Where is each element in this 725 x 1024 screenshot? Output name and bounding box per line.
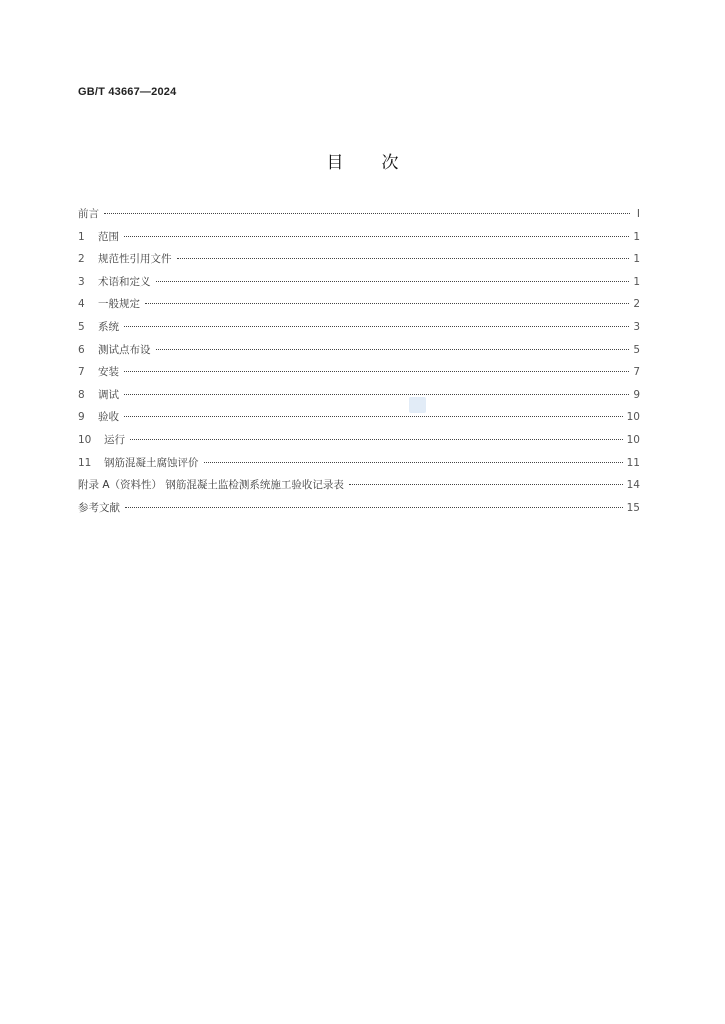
- page-title: [0, 148, 725, 173]
- toc-entry-references[interactable]: [78, 500, 640, 523]
- toc-entry-page: 14: [626, 479, 640, 492]
- toc-list: [78, 206, 640, 522]
- toc-entry-page: 3: [633, 320, 640, 333]
- toc-entry-page: 1: [633, 230, 640, 243]
- toc-entry-number: 2: [78, 253, 85, 266]
- toc-entry-label: 测试点布设: [98, 343, 151, 356]
- toc-entry-8[interactable]: [78, 387, 640, 410]
- toc-entry-page: 1: [633, 253, 640, 266]
- toc-entry-2[interactable]: [78, 251, 640, 274]
- watermark-mark: [409, 397, 426, 413]
- toc-entry-page: 9: [633, 388, 640, 401]
- standard-code: GB/T 43667—2024: [78, 86, 177, 98]
- dot-leader: [124, 371, 629, 372]
- toc-entry-number: 5: [78, 320, 85, 333]
- dot-leader: [130, 439, 623, 440]
- toc-entry-page: 15: [626, 501, 640, 514]
- toc-entry-label: 附录 A（资料性） 钢筋混凝土监检测系统施工验收记录表: [78, 479, 344, 492]
- dot-leader: [124, 416, 623, 417]
- toc-entry-label: 规范性引用文件: [98, 253, 172, 266]
- toc-entry-number: 11: [78, 456, 92, 469]
- toc-entry-page: 10: [626, 433, 640, 446]
- toc-entry-4[interactable]: [78, 296, 640, 319]
- toc-entry-number: 8: [78, 388, 85, 401]
- toc-entry-page: 5: [633, 343, 640, 356]
- dot-leader: [124, 394, 629, 395]
- toc-entry-number: 1: [78, 230, 85, 243]
- title-char-2: 次: [381, 153, 399, 173]
- toc-entry-label: 术语和定义: [98, 275, 151, 288]
- dot-leader: [156, 281, 630, 282]
- toc-entry-9[interactable]: [78, 409, 640, 432]
- toc-entry-number: 7: [78, 366, 85, 379]
- dot-leader: [177, 258, 630, 259]
- toc-entry-number: 9: [78, 411, 85, 424]
- dot-leader: [124, 236, 629, 237]
- toc-entry-label: 范围: [98, 230, 119, 243]
- toc-entry-label: 系统: [98, 320, 119, 333]
- toc-entry-page: 1: [633, 275, 640, 288]
- toc-entry-label: 前言: [78, 208, 99, 220]
- toc-entry-page: 10: [626, 411, 640, 424]
- toc-entry-11[interactable]: [78, 455, 640, 478]
- toc-entry-label: 调试: [98, 388, 119, 401]
- dot-leader: [349, 484, 623, 485]
- toc-entry-3[interactable]: [78, 274, 640, 297]
- toc-entry-number: 6: [78, 343, 85, 356]
- toc-entry-7[interactable]: [78, 364, 640, 387]
- toc-entry-6[interactable]: [78, 342, 640, 365]
- toc-entry-page: 7: [633, 366, 640, 379]
- toc-entry-10[interactable]: [78, 432, 640, 455]
- dot-leader: [156, 349, 630, 350]
- dot-leader: [145, 303, 629, 304]
- toc-entry-number: 4: [78, 298, 85, 311]
- dot-leader: [124, 326, 629, 327]
- toc-entry-1[interactable]: [78, 229, 640, 252]
- toc-entry-page: Ⅰ: [636, 208, 640, 220]
- toc-entry-label: 运行: [104, 433, 125, 446]
- toc-entry-number: 10: [78, 433, 92, 446]
- toc-entry-page: 11: [626, 456, 640, 469]
- dot-leader: [204, 462, 623, 463]
- dot-leader: [125, 507, 623, 508]
- toc-entry-label: 安装: [98, 366, 119, 379]
- toc-entry-appendix-a[interactable]: [78, 477, 640, 500]
- title-char-1: 目: [326, 153, 344, 173]
- toc-entry-label: 验收: [98, 411, 119, 424]
- toc-entry-5[interactable]: [78, 319, 640, 342]
- toc-entry-label: 参考文献: [78, 501, 120, 514]
- toc-entry-number: 3: [78, 275, 85, 288]
- toc-entry-label: 一般规定: [98, 298, 140, 311]
- toc-entry-foreword[interactable]: [78, 206, 640, 229]
- toc-entry-label: 钢筋混凝土腐蚀评价: [104, 456, 199, 469]
- dot-leader: [104, 213, 630, 214]
- toc-entry-page: 2: [633, 298, 640, 311]
